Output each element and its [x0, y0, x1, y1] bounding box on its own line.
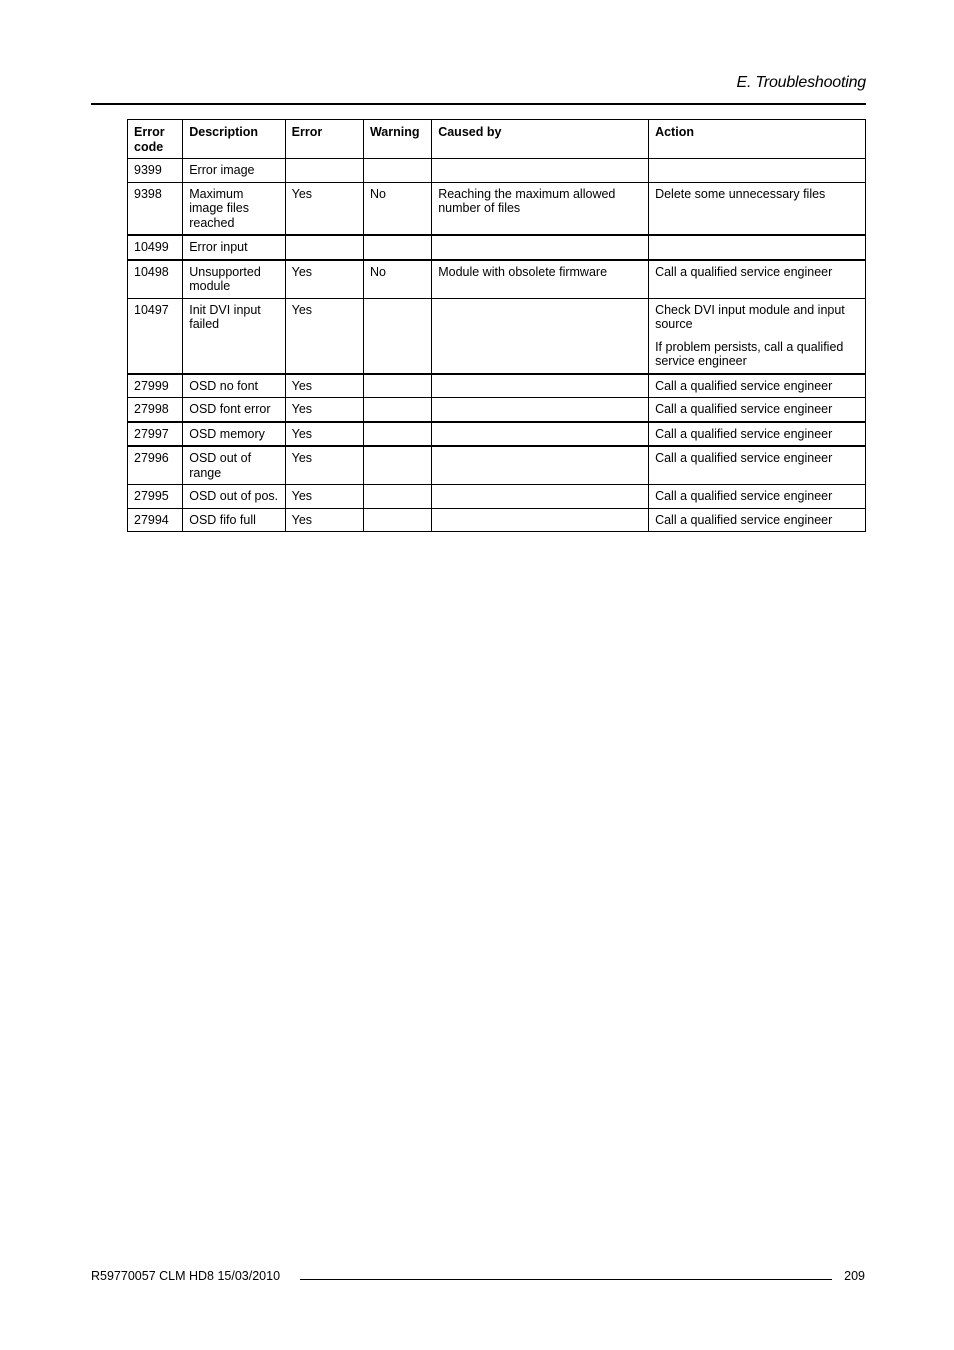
warning-cell	[363, 508, 431, 532]
action-cell	[649, 422, 866, 447]
column-header: Error code	[128, 120, 183, 159]
caused-by-cell: Module with obsolete firmware	[432, 260, 649, 299]
table-body	[128, 159, 866, 532]
caused-by-cell: Reaching the maximum allowed number of files	[432, 182, 649, 235]
action-text: If problem persists, call a qualified service engineer	[655, 339, 844, 368]
table-row	[128, 485, 866, 509]
caused-by-cell	[432, 422, 649, 447]
error-code-cell: 27999	[128, 374, 183, 398]
description-cell: OSD memory	[183, 422, 285, 447]
action-text: Call a qualified service engineer	[655, 489, 833, 503]
action-text: Call a qualified service engineer	[655, 264, 833, 279]
warning-cell	[363, 446, 431, 485]
action-cell	[649, 446, 866, 485]
error-code-cell: 10498	[128, 260, 183, 299]
table-row	[128, 446, 866, 485]
error-cell: Yes	[285, 260, 363, 299]
caused-by-cell	[432, 446, 649, 485]
description-cell: OSD font error	[183, 398, 285, 422]
error-code-cell: 27995	[128, 485, 183, 509]
error-cell: Yes	[285, 374, 363, 398]
page-number: 209	[844, 1269, 865, 1283]
table-row	[128, 260, 866, 299]
warning-cell	[363, 485, 431, 509]
action-text: Check DVI input module and input source	[655, 302, 845, 331]
error-cell: Yes	[285, 508, 363, 532]
column-header: Caused by	[432, 120, 649, 159]
error-code-cell: 27994	[128, 508, 183, 532]
error-cell: Yes	[285, 182, 363, 235]
caused-by-cell	[432, 159, 649, 183]
caused-by-cell	[432, 374, 649, 398]
error-cell: Yes	[285, 298, 363, 374]
caused-by-cell	[432, 235, 649, 260]
error-cell: Yes	[285, 398, 363, 422]
error-code-cell: 27997	[128, 422, 183, 447]
action-cell	[649, 398, 866, 422]
warning-cell: No	[363, 260, 431, 299]
footer-rule	[300, 1279, 832, 1280]
action-text: Delete some unnecessary files	[655, 186, 826, 201]
action-text: Call a qualified service engineer	[655, 426, 833, 441]
action-cell	[649, 374, 866, 398]
action-cell	[649, 182, 866, 235]
action-cell	[649, 235, 866, 260]
caused-by-cell	[432, 485, 649, 509]
action-cell	[649, 508, 866, 532]
error-code-cell: 27998	[128, 398, 183, 422]
description-cell: Init DVI input failed	[183, 298, 285, 374]
column-header: Description	[183, 120, 285, 159]
warning-cell	[363, 374, 431, 398]
error-code-cell: 10497	[128, 298, 183, 374]
error-cell: Yes	[285, 485, 363, 509]
error-code-cell: 10499	[128, 235, 183, 260]
error-cell	[285, 159, 363, 183]
action-text: Call a qualified service engineer	[655, 378, 833, 393]
table-row	[128, 508, 866, 532]
table-row	[128, 374, 866, 398]
error-cell: Yes	[285, 422, 363, 447]
column-header: Error	[285, 120, 363, 159]
column-header: Action	[649, 120, 866, 159]
warning-cell	[363, 398, 431, 422]
table-row	[128, 298, 866, 374]
table-row	[128, 398, 866, 422]
action-text: Call a qualified service engineer	[655, 451, 833, 465]
caused-by-cell	[432, 398, 649, 422]
table-row	[128, 159, 866, 183]
section-title: E. Troubleshooting	[736, 74, 866, 91]
error-codes-table	[127, 119, 866, 532]
warning-cell	[363, 159, 431, 183]
warning-cell	[363, 422, 431, 447]
warning-cell	[363, 235, 431, 260]
warning-cell: No	[363, 182, 431, 235]
error-cell: Yes	[285, 446, 363, 485]
table-row	[128, 182, 866, 235]
action-cell	[649, 159, 866, 183]
error-code-cell: 9399	[128, 159, 183, 183]
description-cell: OSD out of range	[183, 446, 285, 485]
action-text: Call a qualified service engineer	[655, 512, 833, 527]
description-cell: OSD fifo full	[183, 508, 285, 532]
description-cell: OSD out of pos.	[183, 485, 285, 509]
description-cell: Maximum image files reached	[183, 182, 285, 235]
table-row	[128, 235, 866, 260]
table-row	[128, 422, 866, 447]
table-header-row	[128, 120, 866, 159]
error-cell	[285, 235, 363, 260]
action-cell	[649, 485, 866, 509]
caused-by-cell	[432, 508, 649, 532]
description-cell: Error input	[183, 235, 285, 260]
action-text: Call a qualified service engineer	[655, 402, 833, 416]
caused-by-cell	[432, 298, 649, 374]
error-code-cell: 27996	[128, 446, 183, 485]
action-cell	[649, 260, 866, 299]
header-rule	[91, 103, 866, 105]
description-cell: Error image	[183, 159, 285, 183]
column-header: Warning	[363, 120, 431, 159]
description-cell: Unsupported module	[183, 260, 285, 299]
description-cell: OSD no font	[183, 374, 285, 398]
warning-cell	[363, 298, 431, 374]
error-code-cell: 9398	[128, 182, 183, 235]
footer-doc-ref: R59770057 CLM HD8 15/03/2010	[91, 1269, 281, 1283]
action-cell	[649, 298, 866, 374]
